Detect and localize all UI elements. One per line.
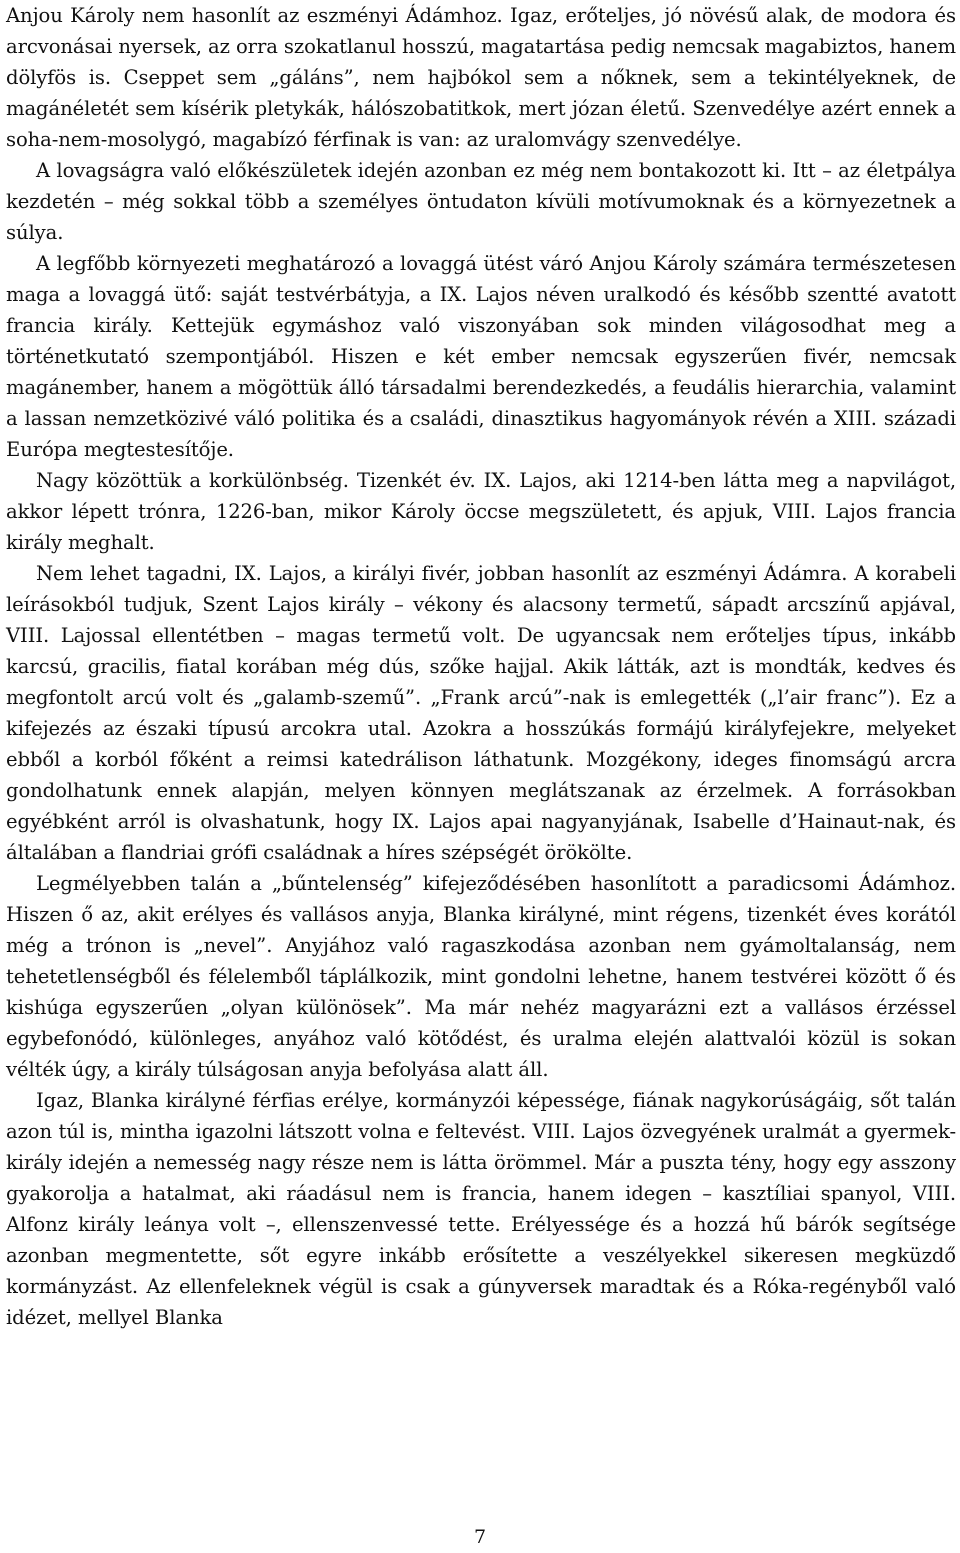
paragraph-4-text: Nagy közöttük a korkülönbség. Tizenkét év. IX. Lajos, aki 1214-ben látta meg a napvilágot, akkor lépett trónra, 1226-ban, mikor Károly öccse megszületett, és apjuk, VIII. Lajos francia király meghalt. (6, 469, 956, 554)
paragraph-6 (6, 868, 956, 1085)
paragraph-5-text: Nem lehet tagadni, IX. Lajos, a királyi fivér, jobban hasonlít az eszményi Ádámra. A korabeli leírásokból tudjuk, Szent Lajos király – vékony és alacsony termetű, sápadt arcszínű apjával, VIII. Lajossal ellentétben – magas termetű volt. De ugyancsak nem erőteljes típus, inkább karcsú, gracilis, fiatal korában még dús, szőke hajjal. Akik látták, azt is mondták, kedves és megfontolt arcú volt és „galamb-szemű”. „Frank arcú”-nak is emlegették („l’air franc”). Ez a kifejezés az északi típusú arcokra utal. Azokra a hosszúkás formájú királyfejekre, melyeket ebből a korból főként a reimsi katedrálison láthatunk. Mozgékony, ideges finomságú arcra gondolhatunk ennek alapján, melyen könnyen meglátszanak az érzelmek. A forrásokban egyébként arról is olvashatunk, hogy IX. Lajos apai nagyanyjának, Isabelle d’Hainaut-nak, és általában a flandriai grófi családnak a híres szépségét örökölte. (6, 562, 956, 864)
paragraph-5 (6, 558, 956, 868)
paragraph-4 (6, 465, 956, 558)
page-number: 7 (473, 1526, 487, 1548)
paragraph-7 (6, 1085, 956, 1333)
paragraph-6-text: Legmélyebben talán a „bűntelenség” kifejeződésében hasonlított a paradicsomi Ádámhoz. Hiszen ő az, akit erélyes és vallásos anyja, Blanka királyné, mint régens, tizenkét éves korától még a trónon is „nevel”. Anyjához való ragaszkodása azonban nem gyámoltalanság, nem tehetetlenségből és félelemből táplálkozik, mint gondolni lehetne, hanem testvérei között ő és kishúga egyszerűen „olyan különösek”. Ma már nehéz magyarázni ezt a vallásos érzéssel egybefonódó, különleges, anyához való kötődést, és uralma elején alattvalói közül is sokan vélték úgy, a király túlságosan anyja befolyása alatt áll. (6, 872, 956, 1081)
paragraph-2-text: A lovagságra való előkészületek idején azonban ez még nem bontakozott ki. Itt – az életpálya kezdetén – még sokkal több a személyes öntudaton kívüli motívumoknak és a környezetnek a súlya. (6, 159, 956, 244)
paragraph-2 (6, 155, 956, 248)
paragraph-7-text: Igaz, Blanka királyné férfias erélye, kormányzói képessége, fiának nagykorúságáig, sőt talán azon túl is, mintha igazolni látszott volna e feltevést. VIII. Lajos özvegyének uralmát a gyermek-király idején a nemesség nagy része nem is látta örömmel. Már a puszta tény, hogy egy asszony gyakorolja a hatalmat, aki ráadásul nem is francia, hanem idegen – kasztíliai spanyol, VIII. Alfonz király leánya volt –, ellenszenvessé tette. Erélyessége és a hozzá hű bárók segítsége azonban megmentette, sőt egyre inkább erősítette a veszélyekkel sikeresen megküzdő kormányzást. Az ellenfeleknek végül is csak a gúnyversek maradtak és a Róka-regényből való idézet, mellyel Blanka (6, 1089, 956, 1329)
paragraph-3 (6, 248, 956, 465)
paragraph-3-text: A legfőbb környezeti meghatározó a lovaggá ütést váró Anjou Károly számára természetesen maga a lovaggá ütő: saját testvérbátyja, a IX. Lajos néven uralkodó és később szentté avatott francia király. Kettejük egymáshoz való viszonyában sok minden világosodhat meg a történetkutató szempontjából. Hiszen e két ember nemcsak egyszerűen fivér, nemcsak magánember, hanem a mögöttük álló társadalmi berendezkedés, a feudális hierarchia, valamint a lassan nemzetközivé váló politika és a családi, dinasztikus hagyományok révén a XIII. századi Európa megtestesítője. (6, 252, 956, 461)
document-body (6, 0, 956, 1333)
paragraph-1 (6, 0, 956, 155)
paragraph-1-text: Anjou Károly nem hasonlít az eszményi Ádámhoz. Igaz, erőteljes, jó növésű alak, de modora és arcvonásai nyersek, az orra szokatlanul hosszú, magatartása pedig nemcsak magabiztos, hanem dölyfös is. Cseppet sem „gáláns”, nem hajbókol sem a nőknek, sem a tekintélyeknek, de magánéletét sem kísérik pletykák, hálószobatitkok, mert józan életű. Szenvedélye azért ennek a soha-nem-mosolygó, magabízó férfinak is van: az uralomvágy szenvedélye. (6, 4, 956, 151)
